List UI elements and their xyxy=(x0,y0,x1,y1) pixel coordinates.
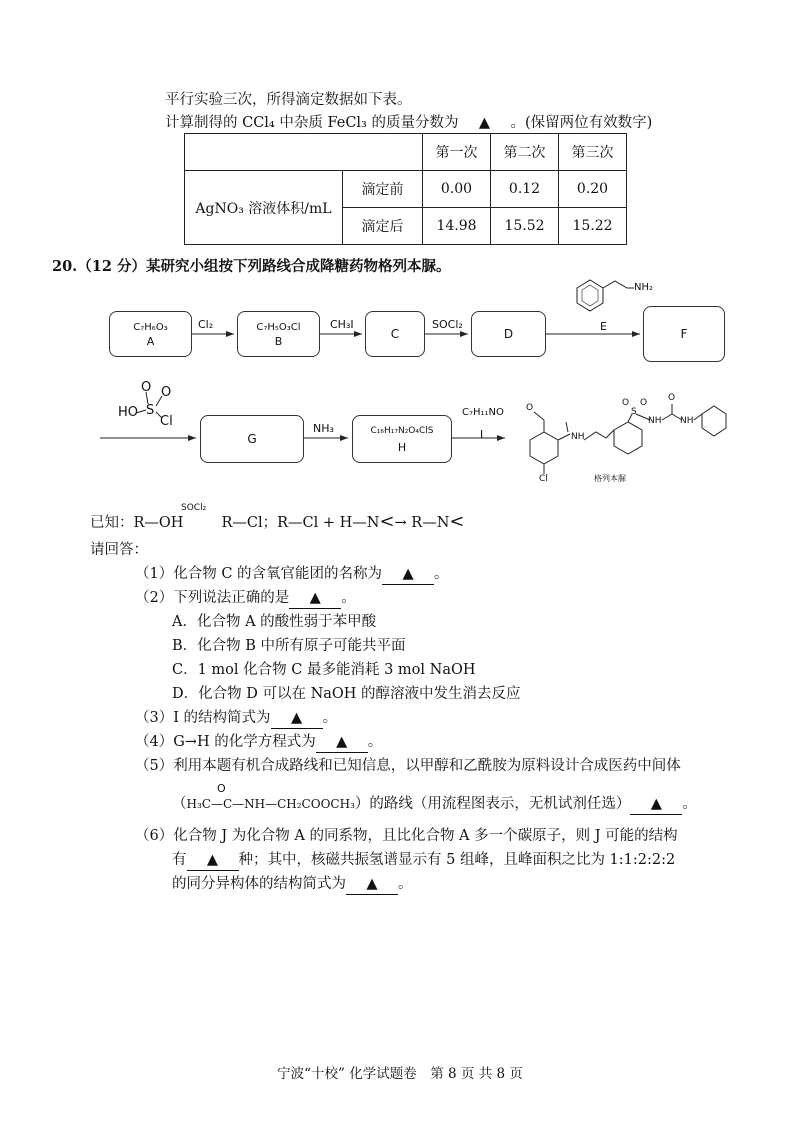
compound-c-box xyxy=(365,311,425,357)
question-5-open-paren: （ xyxy=(172,796,187,812)
question-5-line-1: （5）利用本题有机合成路线和已知信息，以甲醇和乙酰胺为原料设计合成医药中间体 xyxy=(135,758,681,774)
carbonyl-bond xyxy=(566,422,568,432)
reagent-i: I xyxy=(480,428,484,441)
reagent-e: E xyxy=(600,320,607,333)
option-a[interactable]: A．化合物 A 的酸性弱于苯甲酸 xyxy=(172,614,377,630)
question-3-text: （3）I 的结构简式为 xyxy=(135,710,271,726)
known-bracket-2: < xyxy=(449,511,465,532)
table-row-label: AgNO₃ 溶液体积/mL xyxy=(185,171,343,245)
so2cl-ho: HO xyxy=(118,405,139,420)
question-1-text: （1）化合物 C 的含氧官能团的名称为 xyxy=(135,566,383,582)
nh-cyclohexyl-bond xyxy=(694,414,702,420)
compound-a-box xyxy=(109,311,192,357)
question-3-end: 。 xyxy=(322,710,338,726)
question-6-text: 种；其中，核磁共振氢谱显示有 5 组峰，且峰面积之比为 1:1:2:2:2 xyxy=(238,852,676,868)
reagent-socl2: SOCl₂ xyxy=(432,318,463,331)
product-urea-o: O xyxy=(668,393,676,403)
ethyl-chain xyxy=(603,281,634,288)
benzene-inner-ring xyxy=(582,285,598,306)
table-cell: 0.00 xyxy=(423,171,491,208)
question-3 xyxy=(135,708,337,729)
question-6-line-1: （6）化合物 J 为化合物 A 的同系物，且比化合物 A 多一个碳原子，则 J 可能的结构 xyxy=(135,828,678,844)
question-5-structure: H₃C—C—NH—CH₂COOCH₃ xyxy=(186,797,355,811)
compound-f-label: F xyxy=(680,327,688,341)
reagent-cl2: Cl₂ xyxy=(198,318,214,331)
product-ring-2 xyxy=(614,422,642,454)
compound-b-label: B xyxy=(274,335,283,348)
reagent-nh3: NH₃ xyxy=(313,422,334,435)
intro-line-2-text: 计算制得的 CCl₄ 中杂质 FeCl₃ 的质量分数为 xyxy=(165,115,459,131)
question-5-carbonyl-o: O xyxy=(217,782,226,795)
table-header-cell: 第三次 xyxy=(559,134,627,171)
page-footer: 宁波“十校” 化学试题卷 第 8 页 共 8 页 xyxy=(277,1066,523,1082)
so2cl-cl: Cl xyxy=(160,414,173,429)
question-5-text: ）的路线（用流程图表示，无机试剂任选） xyxy=(354,796,631,812)
intro-line-1: 平行实验三次，所得滴定数据如下表。 xyxy=(165,92,412,108)
answer-prompt: 请回答： xyxy=(90,542,148,558)
methyl-bond xyxy=(534,412,544,420)
question-1-end: 。 xyxy=(434,566,449,582)
compound-g-box xyxy=(200,415,304,463)
reagent-c7h11no: C₇H₁₁NO xyxy=(462,407,504,418)
question-6-end: 。 xyxy=(398,876,413,892)
product-so-o1: O xyxy=(622,398,630,408)
answer-blank[interactable]: ▲ xyxy=(289,588,341,609)
table-cell: 0.20 xyxy=(559,171,627,208)
table-cell: 14.98 xyxy=(423,208,491,245)
compound-b-box xyxy=(237,311,320,357)
known-product: → R—N xyxy=(394,515,450,531)
option-c[interactable]: C．1 mol 化合物 C 最多能消耗 3 mol NaOH xyxy=(172,662,476,678)
known-bracket-1: < xyxy=(379,511,395,532)
compound-h-box xyxy=(352,415,452,463)
question-2-text: （2）下列说法正确的是 xyxy=(135,590,290,606)
question-5-end: 。 xyxy=(682,796,697,812)
answer-blank[interactable]: ▲ xyxy=(187,850,239,871)
table-cell: 15.22 xyxy=(559,208,627,245)
question-6-prefix: 有 xyxy=(172,852,187,868)
option-b[interactable]: B．化合物 B 中所有原子可能共平面 xyxy=(172,638,406,654)
answer-blank[interactable]: ▲ xyxy=(316,732,368,753)
question-1 xyxy=(135,564,449,585)
reagent-ch3i: CH₃I xyxy=(330,318,354,331)
question-2 xyxy=(135,588,356,609)
table-cell: 15.52 xyxy=(491,208,559,245)
compound-f-box xyxy=(643,306,725,362)
answer-blank[interactable]: ▲ xyxy=(271,708,323,729)
compound-b-formula: C₇H₅O₃Cl xyxy=(256,322,301,333)
so2cl-o-top: O xyxy=(141,380,152,395)
table-header-cell: 第二次 xyxy=(491,134,559,171)
known-info xyxy=(90,512,465,533)
product-s: S xyxy=(631,407,637,417)
product-ring-1 xyxy=(530,432,558,464)
question-2-end: 。 xyxy=(341,590,356,606)
question-4 xyxy=(135,732,382,753)
question-20-title: 20.（12 分）某研究小组按下列路线合成降糖药物格列本脲。 xyxy=(52,258,451,275)
compound-d-box xyxy=(471,311,546,357)
cyclohexyl-ring xyxy=(702,406,726,436)
product-amide-nh: NH xyxy=(571,432,585,442)
compound-a-formula: C₇H₆O₃ xyxy=(133,322,168,333)
known-rcl: R—Cl；R—Cl + H—N xyxy=(221,515,380,531)
table-header-cell: 第一次 xyxy=(423,134,491,171)
compound-h-label: H xyxy=(397,441,407,454)
question-5-line-2 xyxy=(172,794,697,815)
known-roh: R—OH xyxy=(133,515,184,531)
compound-a-label: A xyxy=(146,335,155,348)
amine-nh2: NH₂ xyxy=(634,282,654,293)
question-6-line-3 xyxy=(172,874,413,895)
compound-d-label: D xyxy=(503,327,514,341)
answer-blank[interactable]: ▲ xyxy=(630,794,682,815)
nh-co-bond xyxy=(662,414,672,420)
table-cell: 0.12 xyxy=(491,171,559,208)
table-cell: 滴定前 xyxy=(343,171,423,208)
answer-blank[interactable]: ▲ xyxy=(346,874,398,895)
amide-bond xyxy=(558,434,570,440)
question-4-text: （4）G→H 的化学方程式为 xyxy=(135,734,316,750)
compound-g-label: G xyxy=(247,432,257,446)
product-name: 格列本脲 xyxy=(594,474,626,483)
question-6-text-3: 的同分异构体的结构简式为 xyxy=(172,876,346,892)
table-cell: 滴定后 xyxy=(343,208,423,245)
question-6-line-2 xyxy=(172,850,675,871)
intro-line-2-tail: 。(保留两位有效数字) xyxy=(510,115,653,131)
product-o-methoxy: O xyxy=(526,403,534,413)
answer-blank[interactable]: ▲ xyxy=(382,564,434,585)
product-cl: Cl xyxy=(539,474,548,484)
ethylene-linker xyxy=(584,430,614,440)
compound-h-formula: C₁₆H₁₇N₂O₄ClS xyxy=(370,426,434,436)
so2cl-o-right: O xyxy=(161,385,172,400)
question-4-end: 。 xyxy=(367,734,383,750)
answer-blank[interactable]: ▲ xyxy=(458,113,510,134)
product-urea-nh: NH xyxy=(680,416,694,426)
option-d[interactable]: D．化合物 D 可以在 NaOH 的醇溶液中发生消去反应 xyxy=(172,686,521,702)
known-prefix: 已知： xyxy=(90,515,134,531)
product-so-o2: O xyxy=(640,398,648,408)
known-arrow-reagent: SOCl₂ xyxy=(181,503,207,513)
so2cl-s: S xyxy=(146,403,155,418)
product-sulfonyl-nh: NH xyxy=(648,416,662,426)
compound-c-label: C xyxy=(390,327,400,341)
